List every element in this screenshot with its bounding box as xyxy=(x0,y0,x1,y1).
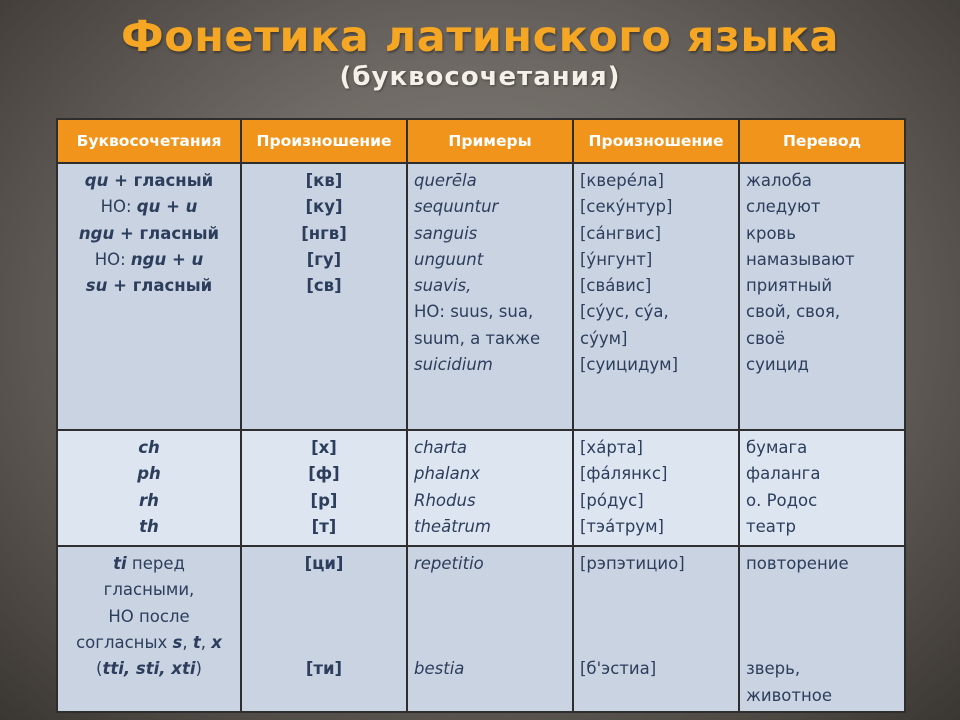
header-translation: Перевод xyxy=(739,119,905,163)
example-text: phalanx xyxy=(414,464,480,484)
header-examples: Примеры xyxy=(407,119,573,163)
cell-examples xyxy=(407,163,573,430)
pron-text: [гу] xyxy=(306,249,342,269)
pron-text: [ти] xyxy=(305,659,343,679)
pron-text: [ф] xyxy=(308,464,340,484)
pron-text: [кв] xyxy=(305,171,343,190)
combo-text: ( xyxy=(96,659,103,679)
cell-pronunciation xyxy=(241,163,407,430)
phonetics-table xyxy=(56,118,906,713)
example-text: Rhodus xyxy=(414,490,476,510)
cell-examples xyxy=(407,430,573,546)
cell-example-pronunciation xyxy=(573,430,739,546)
translation-text: о. Родос xyxy=(746,490,818,510)
spacer xyxy=(248,577,400,656)
ex-pron-text: [сва́вис] xyxy=(580,276,652,296)
example-text: НО: suus, sua, xyxy=(414,302,534,322)
example-text: charta xyxy=(414,438,468,457)
slide-subtitle: (буквосочетания) xyxy=(339,62,621,92)
example-text: repetitio xyxy=(414,554,484,573)
combo-text: qu + u xyxy=(136,197,198,217)
combo-text: , xyxy=(182,632,193,652)
cell-examples xyxy=(407,546,573,712)
example-text: suicidium xyxy=(414,355,493,375)
combo-text: s xyxy=(172,632,183,652)
combo-text: + гласный xyxy=(114,223,220,243)
header-combos: Буквосочетания xyxy=(57,119,241,163)
ex-pron-text: су́ум] xyxy=(580,328,628,348)
table-row xyxy=(57,163,905,430)
combo-text: ch xyxy=(138,438,160,457)
spacer xyxy=(414,577,566,656)
spacer xyxy=(580,577,732,656)
translation-text: жалоба xyxy=(746,171,812,190)
cell-example-pronunciation xyxy=(573,546,739,712)
pron-text: [ци] xyxy=(304,554,344,573)
example-text: suum, а также xyxy=(414,328,541,348)
table-row xyxy=(57,546,905,712)
translation-text: намазывают xyxy=(746,249,855,269)
cell-pronunciation xyxy=(241,546,407,712)
spacer xyxy=(746,577,898,656)
ex-pron-text: [секу́нтур] xyxy=(580,197,673,217)
combo-text: + гласный xyxy=(108,171,214,190)
combo-text: согласных xyxy=(76,632,173,652)
translation-text: своё xyxy=(746,328,786,348)
pron-text: [ку] xyxy=(305,197,343,217)
pron-text: [нгв] xyxy=(301,223,347,243)
translation-text: зверь, xyxy=(746,659,801,679)
translation-text: приятный xyxy=(746,276,833,296)
combo-text: ) xyxy=(195,659,202,679)
ex-pron-text: [ха́рта] xyxy=(580,438,643,457)
ex-pron-text: [тэа́трум] xyxy=(580,516,664,536)
cell-pronunciation xyxy=(241,430,407,546)
combo-text: + гласный xyxy=(107,276,213,296)
ex-pron-text: [квере́ла] xyxy=(580,171,664,190)
header-pronunciation: Произношение xyxy=(241,119,407,163)
combo-text: НО: xyxy=(94,249,131,269)
combo-text: ngu xyxy=(78,223,115,243)
ex-pron-text: [б'эстиа] xyxy=(580,659,657,679)
translation-text: повторение xyxy=(746,554,849,573)
pron-text: [св] xyxy=(306,276,342,296)
slide-title: Фонетика латинского языка xyxy=(121,12,839,62)
translation-text: свой, своя, xyxy=(746,302,841,322)
cell-example-pronunciation xyxy=(573,163,739,430)
pron-text: [р] xyxy=(310,490,338,510)
translation-text: бумага xyxy=(746,438,808,457)
combo-text: гласными, xyxy=(103,580,195,600)
example-text: sanguis xyxy=(414,223,478,243)
example-text: unguunt xyxy=(414,249,484,269)
cell-translation xyxy=(739,546,905,712)
example-text: suavis, xyxy=(414,276,472,296)
ex-pron-text: [рэпэтицио] xyxy=(580,554,685,573)
pron-text: [т] xyxy=(311,516,337,536)
combo-text: ti xyxy=(113,554,127,573)
combo-text: НО после xyxy=(108,606,190,626)
combo-text: rh xyxy=(139,490,159,510)
table-row xyxy=(57,430,905,546)
example-text: theātrum xyxy=(414,516,491,536)
example-text: querēla xyxy=(414,171,477,190)
combo-text: ngu + u xyxy=(130,249,204,269)
combo-text: НО: xyxy=(100,197,137,217)
example-text: bestia xyxy=(414,659,465,679)
translation-text: театр xyxy=(746,516,796,536)
ex-pron-text: [суицидум] xyxy=(580,355,679,375)
cell-combos xyxy=(57,163,241,430)
combo-text: su xyxy=(85,276,108,296)
translation-text: фаланга xyxy=(746,464,821,484)
combo-text: tti, sti, xti xyxy=(102,659,196,679)
pron-text: [х] xyxy=(311,438,337,457)
cell-translation xyxy=(739,430,905,546)
combo-text: перед xyxy=(126,554,185,573)
ex-pron-text: [у́нгунт] xyxy=(580,249,653,269)
ex-pron-text: [фа́лянкс] xyxy=(580,464,668,484)
ex-pron-text: [ро́дус] xyxy=(580,490,644,510)
ex-pron-text: [су́ус, су́а, xyxy=(580,302,669,322)
cell-translation xyxy=(739,163,905,430)
translation-text: следуют xyxy=(746,197,821,217)
ex-pron-text: [са́нгвис] xyxy=(580,223,662,243)
combo-text: ph xyxy=(137,464,161,484)
combo-text: qu xyxy=(84,171,109,190)
cell-combos xyxy=(57,546,241,712)
cell-combos xyxy=(57,430,241,546)
combo-text: th xyxy=(139,516,159,536)
example-text: sequuntur xyxy=(414,197,499,217)
translation-text: суицид xyxy=(746,355,809,375)
combo-text: , xyxy=(200,632,212,652)
combo-text: x xyxy=(211,632,222,652)
header-example-pronunciation: Произношение xyxy=(573,119,739,163)
translation-text: кровь xyxy=(746,223,796,243)
combo-text: t xyxy=(192,632,201,652)
translation-text: животное xyxy=(746,685,833,705)
header-row xyxy=(57,119,905,163)
